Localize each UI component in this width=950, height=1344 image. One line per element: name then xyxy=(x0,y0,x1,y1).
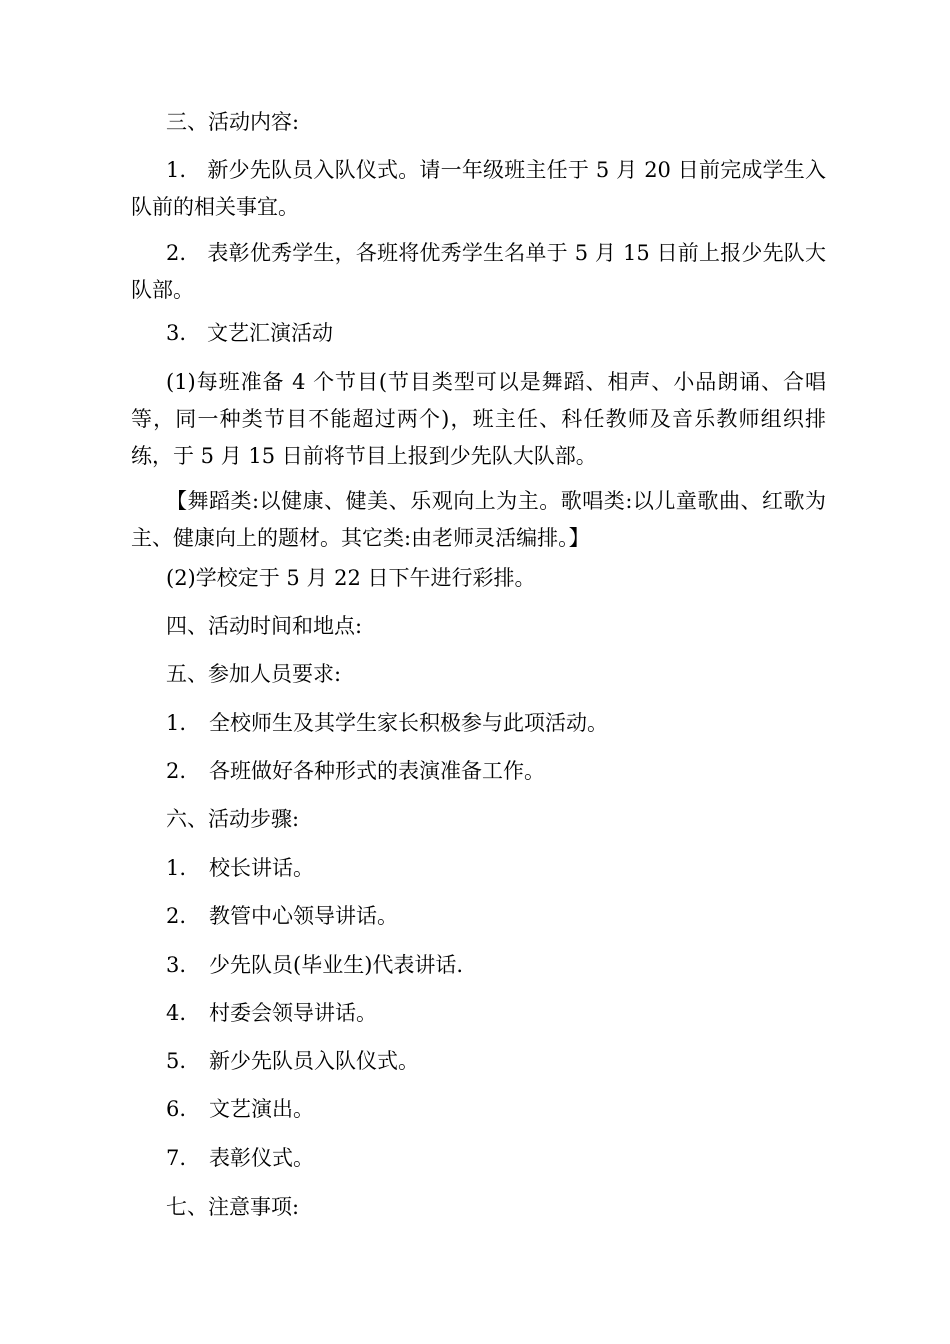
list-number: 1. xyxy=(166,856,187,880)
section-heading-activity-content: 三、活动内容: xyxy=(166,110,300,134)
list-text: 教管中心领导讲话。 xyxy=(209,904,398,928)
list-number: 1. xyxy=(166,711,187,735)
list-number: 5. xyxy=(166,1049,187,1073)
content-sub-item-2: (2)学校定于 5 月 22 日下午进行彩排。 xyxy=(166,566,536,590)
list-number: 7. xyxy=(166,1146,187,1170)
list-text: 少先队员(毕业生)代表讲话. xyxy=(209,953,464,977)
list-text: 全校师生及其学生家长积极参与此项活动。 xyxy=(209,711,608,735)
content-sub-item-1: (1)每班准备 4 个节目(节目类型可以是舞蹈、相声、小品朗诵、合唱等，同一种类节目不能超过两个)，班主任、科任教师及音乐教师组织排练，于 5 月 15 日前将节目上报到少先队大队部。 xyxy=(131,370,826,468)
program-categories-note: 【舞蹈类:以健康、健美、乐观向上为主。歌唱类:以儿童歌曲、红歌为主、健康向上的题材。其它类:由老师灵活编排。】 xyxy=(131,489,826,550)
step-item xyxy=(166,1049,826,1073)
step-item xyxy=(166,1146,826,1170)
step-item xyxy=(166,1001,826,1025)
requirement-item-1 xyxy=(166,711,826,735)
content-item-3: 3. 文艺汇演活动 xyxy=(166,321,334,345)
content-item-1: 1. 新少先队员入队仪式。请一年级班主任于 5 月 20 日前完成学生入队前的相关事宜。 xyxy=(131,158,826,219)
list-text: 各班做好各种形式的表演准备工作。 xyxy=(209,759,545,783)
requirement-item-2 xyxy=(166,759,826,783)
list-number: 2. xyxy=(166,759,187,783)
section-heading-steps: 六、活动步骤: xyxy=(166,807,300,831)
list-text: 表彰仪式。 xyxy=(209,1146,314,1170)
section-heading-time-place: 四、活动时间和地点: xyxy=(166,614,363,638)
list-number: 3. xyxy=(166,953,187,977)
list-number: 2. xyxy=(166,904,187,928)
step-item xyxy=(166,856,826,880)
step-item xyxy=(166,904,826,928)
section-heading-participants: 五、参加人员要求: xyxy=(166,662,342,686)
list-text: 村委会领导讲话。 xyxy=(209,1001,377,1025)
step-item xyxy=(166,953,826,977)
content-item-2: 2. 表彰优秀学生，各班将优秀学生名单于 5 月 15 日前上报少先队大队部。 xyxy=(131,241,826,302)
list-text: 校长讲话。 xyxy=(209,856,314,880)
list-text: 新少先队员入队仪式。 xyxy=(209,1049,419,1073)
list-number: 4. xyxy=(166,1001,187,1025)
list-number: 6. xyxy=(166,1097,187,1121)
list-text: 文艺演出。 xyxy=(209,1097,314,1121)
step-item xyxy=(166,1097,826,1121)
section-heading-notes: 七、注意事项: xyxy=(166,1195,300,1219)
